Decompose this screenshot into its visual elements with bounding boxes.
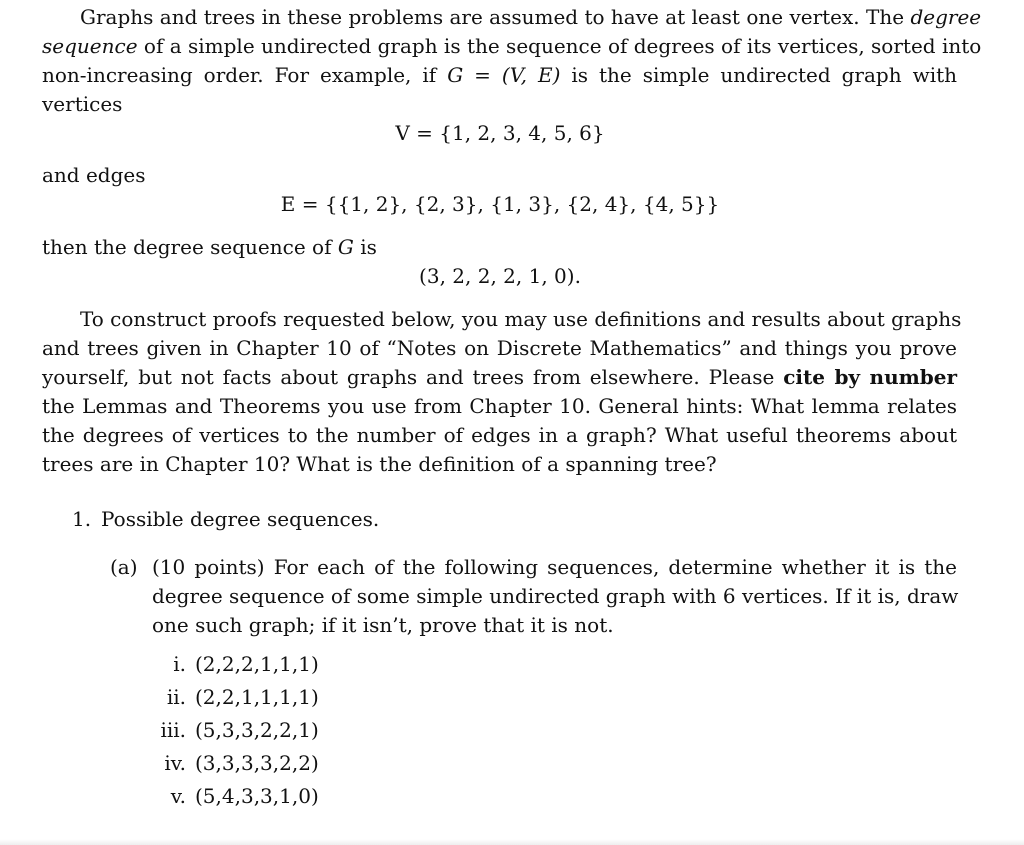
list-item-number: v. <box>170 784 186 808</box>
part-a-line-1 <box>152 553 957 581</box>
para2-line-3 <box>42 363 957 391</box>
intro-text: non-increasing order. <box>42 63 264 87</box>
intro-line-3 <box>42 61 957 89</box>
part-a-text: degree sequence of some simple undirected graph with 6 vertices. If it is, draw <box>152 584 959 608</box>
para-text: Please <box>708 365 775 389</box>
intro-text: then the degree sequence of <box>42 235 332 259</box>
equation-vertex-set <box>0 119 1000 147</box>
intro-text: is <box>360 235 377 259</box>
list-item-sequence: (5,3,3,2,2,1) <box>195 718 319 742</box>
term-degree: degree <box>910 5 982 29</box>
para2-line-5 <box>42 421 957 449</box>
para2-line-2 <box>42 334 957 362</box>
part-a-label: (a) <box>110 555 138 579</box>
math-edge-set: E = {{1, 2}, {2, 3}, {1, 3}, {2, 4}, {4, 5}} <box>280 192 720 216</box>
intro-text: The <box>866 5 905 29</box>
para2-line-4 <box>42 392 957 420</box>
para-text: the Lemmas and Theorems you use from Chapter 10. General hints: What lemma relates <box>42 394 957 418</box>
para-text: the degrees of vertices to the number of edges in a graph? What useful theorems about <box>42 423 957 447</box>
list-item-sequence: (5,4,3,3,1,0) <box>195 784 319 808</box>
intro-text: Graphs and trees in these problems are assumed to have at least one vertex. <box>80 5 860 29</box>
intro-text: and edges <box>42 163 146 187</box>
math-degree-sequence: (3, 2, 2, 2, 1, 0). <box>419 264 581 288</box>
para-text: and trees given in Chapter 10 of “Notes on Discrete Mathematics” and things you prove <box>42 336 957 360</box>
problem-number: 1. <box>72 507 92 531</box>
list-item-number: iv. <box>164 751 186 775</box>
para-text: To construct proofs requested below, you may use definitions and results about graphs <box>80 307 962 331</box>
part-a-text: (10 points) For each of the following sequences, determine whether it is the <box>152 555 957 579</box>
page-bottom-edge <box>0 839 1024 845</box>
and-edges-line <box>42 161 957 189</box>
intro-line-2 <box>42 32 982 60</box>
para2-line-1 <box>80 305 962 333</box>
equation-edge-set <box>0 190 1000 218</box>
para2-line-6 <box>42 450 957 478</box>
intro-text: of a simple undirected graph is the sequence of degrees of its vertices, sorted into <box>143 34 982 58</box>
math-vertex-set: V = {1, 2, 3, 4, 5, 6} <box>395 121 605 145</box>
math-graph-def: G = (V, E) <box>447 63 561 87</box>
then-line <box>42 233 957 261</box>
intro-text: vertices <box>42 92 123 116</box>
list-item-sequence: (2,2,2,1,1,1) <box>195 652 319 676</box>
intro-line-4 <box>42 90 957 118</box>
para-text: trees are in Chapter 10? What is the definition of a spanning tree? <box>42 452 717 476</box>
part-a-line-2 <box>152 582 957 610</box>
intro-text: For example, if <box>274 63 437 87</box>
intro-text: is the simple undirected graph with <box>571 63 958 87</box>
list-item-number: i. <box>173 652 186 676</box>
term-sequence: sequence <box>42 34 138 58</box>
part-a-line-3 <box>152 611 957 639</box>
equation-degree-sequence <box>0 262 1000 290</box>
para-text: yourself, but not facts about graphs and trees from elsewhere. <box>42 365 700 389</box>
math-g: G <box>337 235 354 259</box>
list-item-sequence: (2,2,1,1,1,1) <box>195 685 319 709</box>
list-item-sequence: (3,3,3,3,2,2) <box>195 751 319 775</box>
intro-line-1 <box>80 3 982 31</box>
problem-title: Possible degree sequences. <box>101 507 380 531</box>
bold-cite-by-number: cite by number <box>783 365 958 389</box>
list-item-number: iii. <box>160 718 186 742</box>
part-a-text: one such graph; if it isn’t, prove that it is not. <box>152 613 614 637</box>
list-item-number: ii. <box>166 685 186 709</box>
